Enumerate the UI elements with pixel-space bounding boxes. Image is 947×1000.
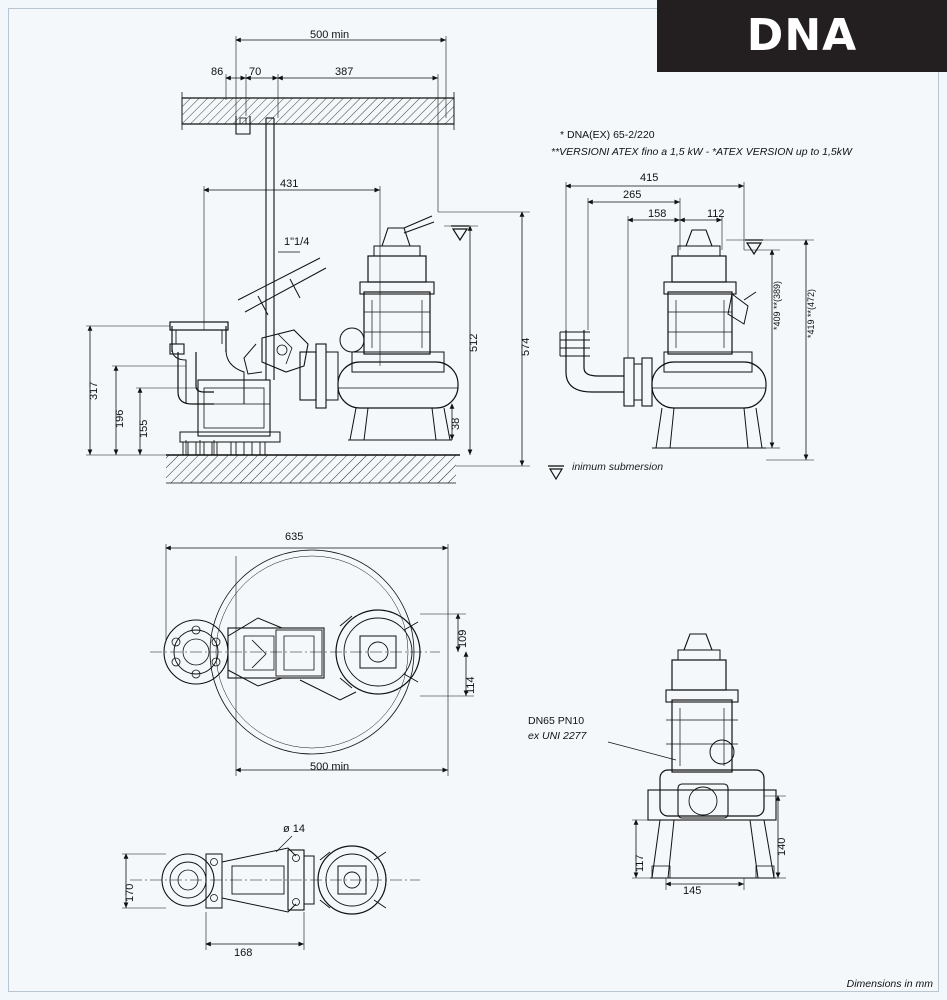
dimension-145: 145 [683,885,702,897]
dimension-419-472: *419 **(472) [806,288,816,338]
product-title: DNA [746,10,858,61]
dimension-431: 431 [280,178,299,190]
dimension-500-min-plan: 500 min [310,761,350,773]
dimension-512: 512 [468,333,480,352]
dimension-170: 170 [124,883,136,902]
dimension-265: 265 [623,189,642,201]
dimension-155: 155 [138,419,150,438]
atex-note-line1: * DNA(EX) 65-2/220 [560,129,655,141]
minimum-submersion-note: inimum submersion [572,461,664,473]
dimension-70: 70 [249,66,262,78]
dimension-500-min-top: 500 min [310,29,350,41]
dimension-409-389: *409 **(389) [772,280,782,330]
dimension-pipe-size: 1"1/4 [284,236,310,248]
dimension-140: 140 [776,837,788,856]
dimension-387: 387 [335,66,354,78]
dimension-86: 86 [211,66,224,78]
dimension-168: 168 [234,947,253,959]
dimension-574: 574 [520,337,532,356]
dimension-635: 635 [285,531,304,543]
footer-units-note: Dimensions in mm [846,978,933,990]
dimension-158: 158 [648,208,667,220]
flange-note-line1: DN65 PN10 [528,715,585,727]
dimension-196: 196 [114,409,126,428]
dimension-38: 38 [450,417,462,430]
dimension-117: 117 [634,854,646,872]
title-block [657,0,947,72]
dimension-114: 114 [465,676,477,694]
dimension-112: 112 [707,208,725,220]
flange-note-line2: ex UNI 2277 [528,730,587,742]
dimension-415: 415 [640,172,659,184]
dimension-317: 317 [88,381,100,400]
atex-note-line2: **VERSIONI ATEX fino a 1,5 kW - *ATEX VERSION up to 1,5kW [551,146,852,158]
dimension-109: 109 [457,629,469,648]
dimension-hole-dia-14: ø 14 [283,823,306,835]
